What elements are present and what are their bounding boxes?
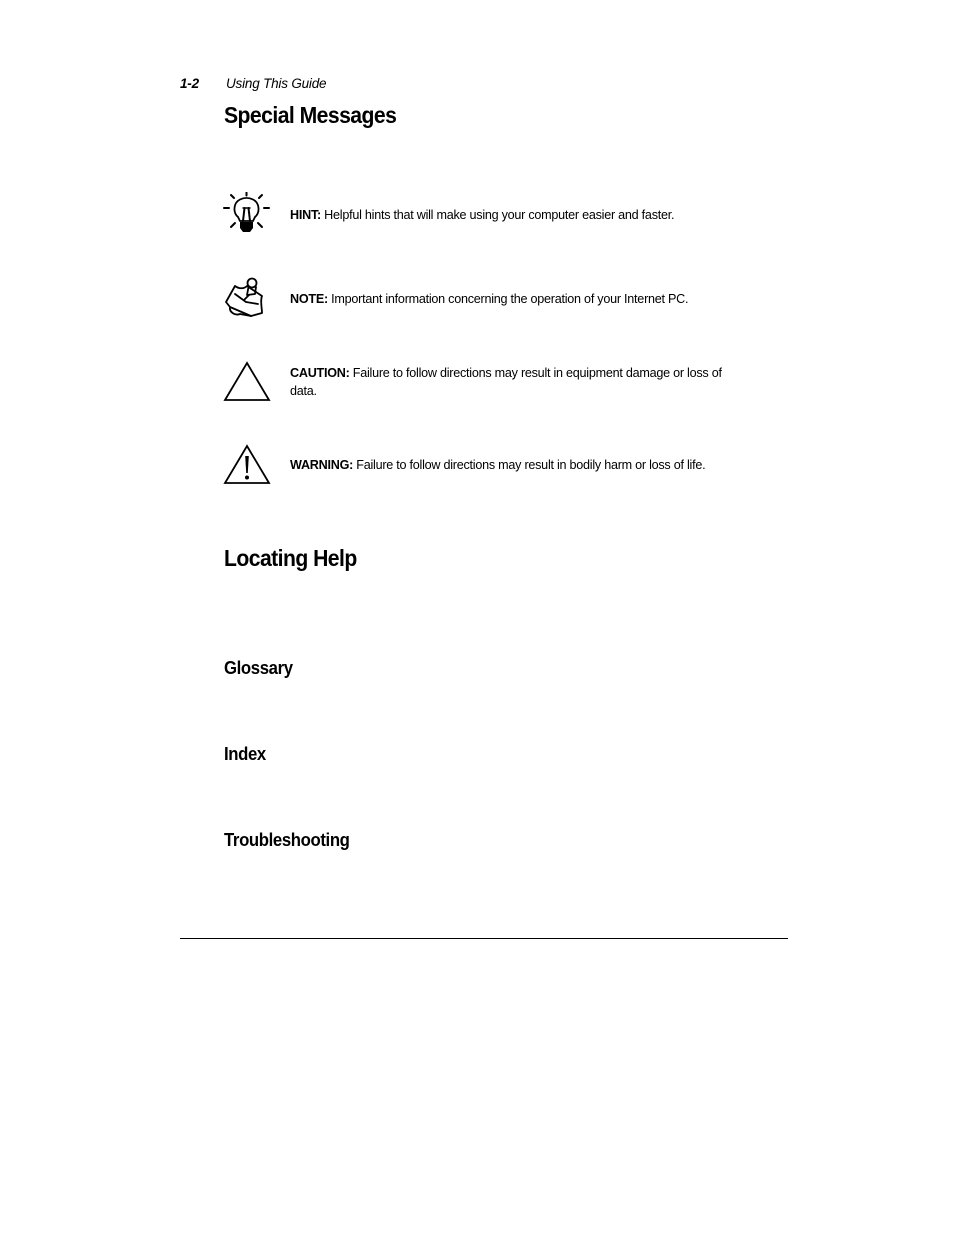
note-label: NOTE: — [290, 292, 328, 306]
caution-text: Failure to follow directions may result in equipment damage or loss of data. — [290, 366, 722, 398]
caution-label: CAUTION: — [290, 366, 350, 380]
hint-text: Helpful hints that will make using your computer easier and faster. — [320, 208, 675, 222]
note-icon — [222, 276, 272, 320]
warning-triangle-icon — [222, 443, 272, 487]
special-messages-heading: Special Messages — [224, 102, 397, 128]
chapter-title: Using This Guide — [226, 76, 327, 91]
warning-label: WARNING: — [290, 458, 354, 472]
troubleshooting-heading: Troubleshooting — [224, 830, 350, 850]
caution-triangle-icon — [222, 360, 272, 404]
warning-text: Failure to follow directions may result in bodily harm or loss of life. — [353, 458, 706, 472]
hint-message — [290, 206, 730, 224]
caution-message — [290, 364, 730, 400]
note-text: Important information concerning the operation of your Internet PC. — [327, 292, 689, 306]
running-head — [180, 76, 326, 91]
locating-help-heading: Locating Help — [224, 545, 357, 571]
glossary-heading: Glossary — [224, 658, 293, 678]
index-heading: Index — [224, 744, 266, 764]
page-number: 1-2 — [180, 76, 199, 91]
lightbulb-icon — [222, 192, 272, 236]
note-message — [290, 290, 730, 308]
hint-label: HINT: — [290, 208, 321, 222]
footer-rule — [180, 938, 788, 939]
warning-message — [290, 456, 730, 474]
